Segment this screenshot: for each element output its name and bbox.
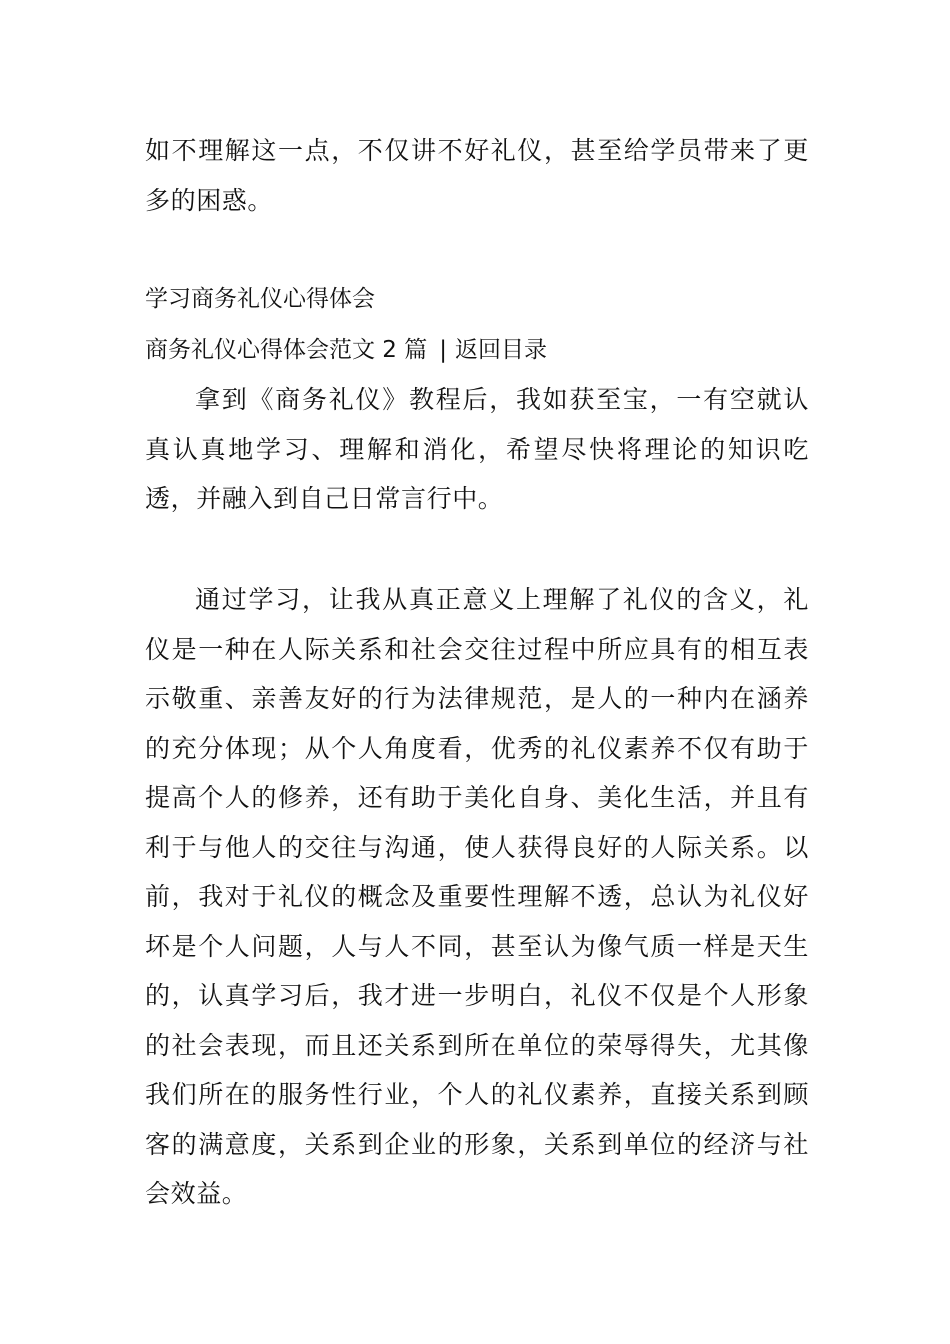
subtitle-separator: | xyxy=(439,337,448,363)
subtitle-text: 商务礼仪心得体会范文 2 篇 xyxy=(145,337,428,363)
body-paragraph-2: 通过学习，让我从真正意义上理解了礼仪的含义，礼仪是一种在人际关系和社会交往过程中所应具有的相互表示敬重、亲善友好的行为法律规范，是人的一种内在涵养的充分体现；从个人角度看，优秀的礼仪素养不仅有助于提高个人的修养，还有助于美化自身、美化生活，并且有利于与他人的交往与沟通，使人获得良好的人际关系。以前，我对于礼仪的概念及重要性理解不透，总认为礼仪好坏是个人问题，人与人不同，甚至认为像气质一样是天生的，认真学习后，我才进一步明白，礼仪不仅是个人形象的社会表现，而且还关系到所在单位的荣辱得失，尤其像我们所在的服务性行业，个人的礼仪素养，直接关系到顾客的满意度，关系到企业的形象，关系到单位的经济与社会效益。 xyxy=(145,585,809,1208)
back-to-toc-link[interactable]: 返回目录 xyxy=(455,337,548,363)
carryover-paragraph: 如不理解这一点，不仅讲不好礼仪，甚至给学员带来了更多的困惑。 xyxy=(145,136,809,215)
section-title: 学习商务礼仪心得体会 xyxy=(145,286,375,312)
subtitle-line xyxy=(145,335,547,365)
body-paragraph-1: 拿到《商务礼仪》教程后，我如获至宝，一有空就认真认真地学习、理解和消化，希望尽快将理论的知识吃透，并融入到自己日常言行中。 xyxy=(145,385,809,513)
